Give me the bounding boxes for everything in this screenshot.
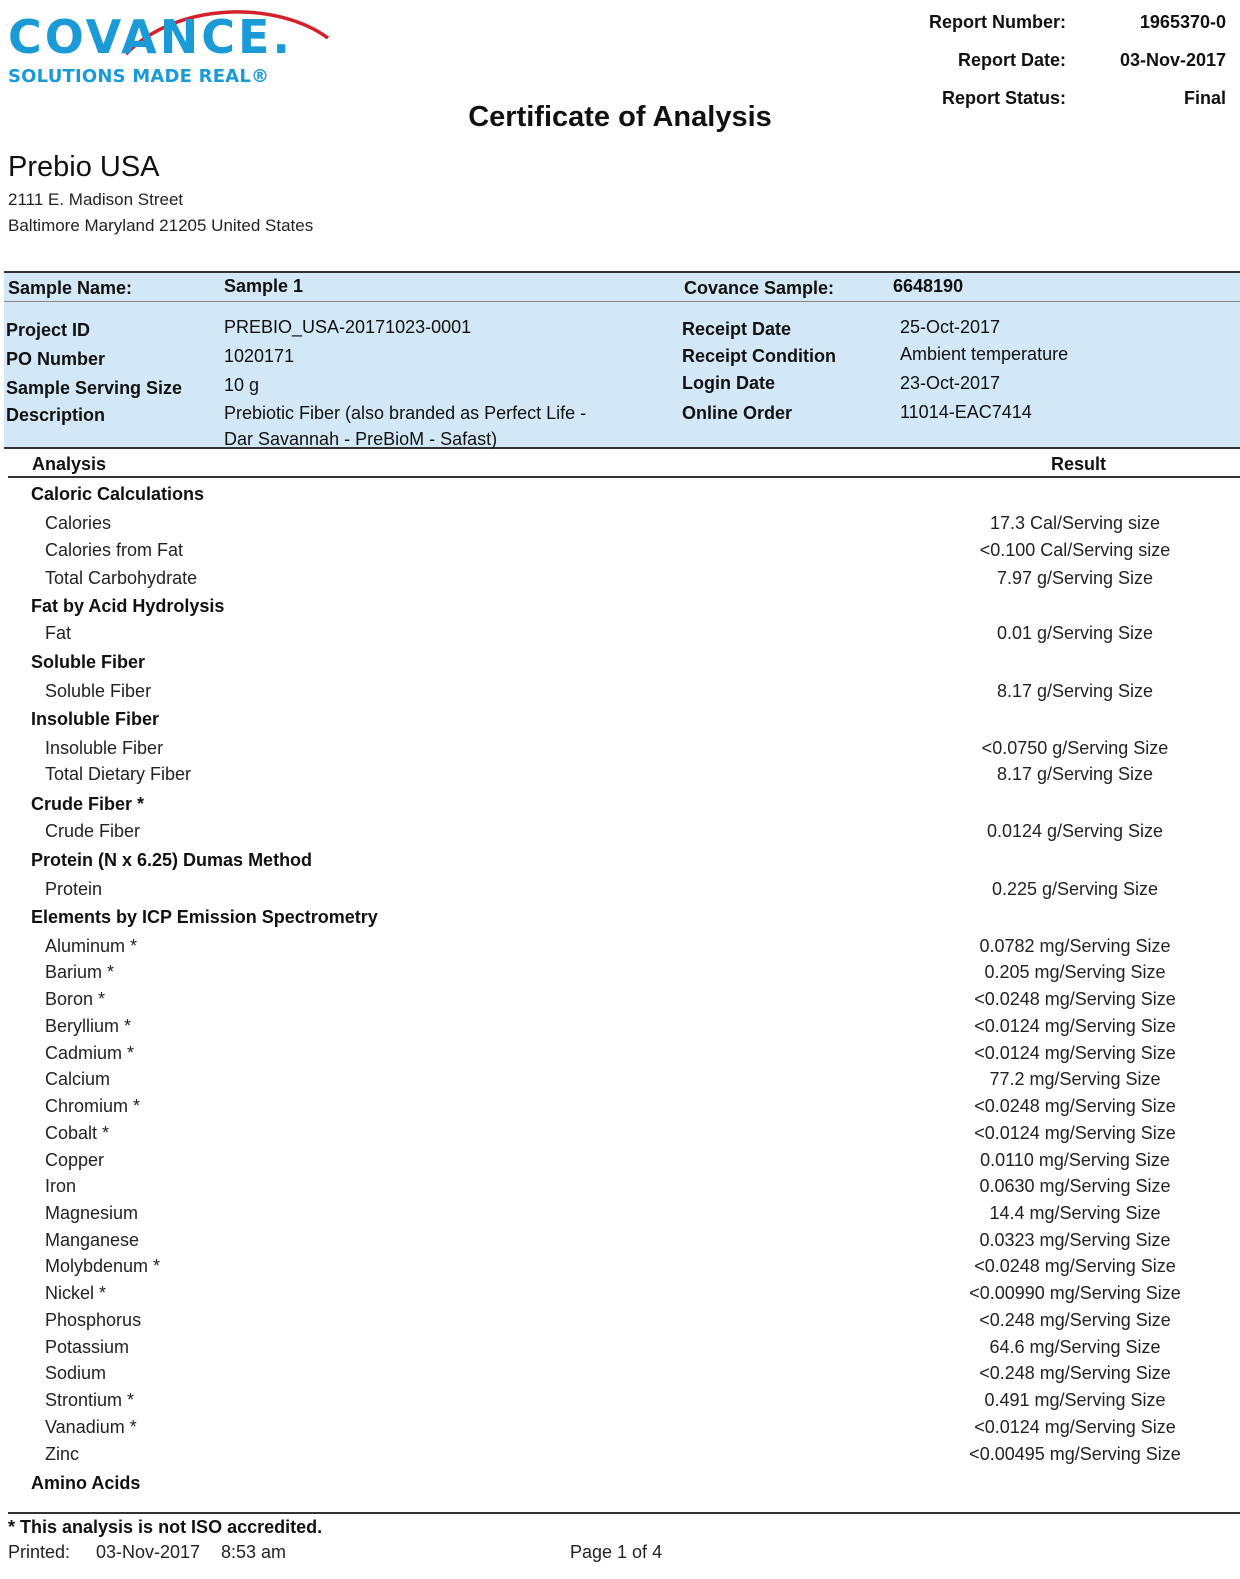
analysis-category-label: Fat by Acid Hydrolysis (31, 596, 225, 616)
analysis-row (0, 820, 1240, 846)
report-status-label: Report Status: (941, 88, 1066, 108)
analysis-category-row (0, 483, 1240, 509)
analyte-name: Barium * (45, 962, 115, 982)
po-number-label: PO Number (6, 349, 106, 369)
analyte-name: Fat (45, 623, 72, 643)
analyte-result: 17.3 Cal/Serving size (989, 513, 1161, 533)
analyte-result: 0.225 g/Serving Size (991, 879, 1159, 899)
sample-info-block (4, 271, 1240, 449)
page-number: Page 1 of 4 (570, 1542, 663, 1562)
analyte-result: 0.0124 g/Serving Size (986, 821, 1164, 841)
analysis-row (0, 1095, 1240, 1121)
analyte-result: <0.0124 mg/Serving Size (974, 1417, 1176, 1437)
serving-size-label: Sample Serving Size (6, 378, 183, 398)
analyte-name: Boron * (45, 989, 106, 1009)
analyte-name: Zinc (45, 1444, 80, 1464)
analysis-column-header: Analysis (32, 454, 107, 474)
analysis-row (0, 1443, 1240, 1469)
analysis-row (0, 1336, 1240, 1362)
covance-logo (6, 6, 336, 86)
report-date-value: 03-Nov-2017 (1119, 50, 1226, 70)
printed-label: Printed: (8, 1542, 71, 1562)
receipt-date-value: 25-Oct-2017 (900, 317, 1001, 337)
analyte-name: Crude Fiber (45, 821, 141, 841)
analyte-name: Strontium * (45, 1390, 135, 1410)
analysis-row (0, 878, 1240, 904)
analyte-name: Potassium (45, 1337, 130, 1357)
analyte-result: 8.17 g/Serving Size (996, 764, 1154, 784)
client-address-line1: 2111 E. Madison Street (8, 190, 184, 209)
analysis-row (0, 961, 1240, 987)
analyte-result: 0.491 mg/Serving Size (984, 1390, 1166, 1410)
analysis-row (0, 1362, 1240, 1388)
analyte-name: Manganese (45, 1230, 140, 1250)
analyte-result: <0.0124 mg/Serving Size (974, 1016, 1176, 1036)
analyte-name: Total Dietary Fiber (45, 764, 192, 784)
sample-name-value: Sample 1 (224, 276, 304, 296)
project-id-label: Project ID (6, 320, 91, 340)
report-number-label: Report Number: (928, 12, 1066, 32)
analyte-result: 14.4 mg/Serving Size (989, 1203, 1161, 1223)
login-date-label: Login Date (682, 373, 775, 393)
analysis-row (0, 1202, 1240, 1228)
logo-tagline: SOLUTIONS MADE REAL® (8, 66, 270, 87)
analysis-category-label: Soluble Fiber (31, 652, 146, 672)
sample-name-label: Sample Name: (8, 278, 133, 298)
project-id-value: PREBIO_USA-20171023-0001 (224, 317, 472, 337)
description-value-line2: Dar Savannah - PreBioM - Safast) (224, 429, 498, 449)
analysis-category-row (0, 595, 1240, 621)
analysis-category-row (0, 651, 1240, 677)
analyte-name: Calories (45, 513, 112, 533)
analyte-name: Total Carbohydrate (45, 568, 198, 588)
analysis-category-row (0, 849, 1240, 875)
analyte-result: 0.0782 mg/Serving Size (979, 936, 1171, 956)
analysis-row (0, 622, 1240, 648)
analysis-row (0, 539, 1240, 565)
analysis-row (0, 935, 1240, 961)
login-date-value: 23-Oct-2017 (900, 373, 1001, 393)
report-number-value: 1965370-0 (1139, 12, 1226, 32)
analyte-result: 0.0323 mg/Serving Size (979, 1230, 1171, 1250)
analyte-result: <0.0248 mg/Serving Size (974, 1256, 1176, 1276)
analyte-name: Molybdenum * (45, 1256, 161, 1276)
description-label: Description (6, 405, 106, 425)
analyte-result: <0.0248 mg/Serving Size (974, 1096, 1176, 1116)
logo-wordmark: COVANCE. (8, 10, 293, 64)
analyte-result: <0.0750 g/Serving Size (981, 738, 1169, 758)
analysis-row (0, 1122, 1240, 1148)
analyte-name: Protein (45, 879, 103, 899)
analysis-category-row (0, 708, 1240, 734)
analysis-row (0, 988, 1240, 1014)
analysis-row (0, 1149, 1240, 1175)
analysis-row (0, 1389, 1240, 1415)
analyte-name: Iron (45, 1176, 77, 1196)
analysis-row (0, 512, 1240, 538)
analysis-category-label: Amino Acids (31, 1473, 141, 1493)
analysis-row (0, 1282, 1240, 1308)
receipt-condition-label: Receipt Condition (682, 346, 836, 366)
analysis-row (0, 1309, 1240, 1335)
covance-sample-label: Covance Sample: (684, 278, 835, 298)
covance-sample-value: 6648190 (893, 276, 964, 296)
analyte-name: Calories from Fat (45, 540, 184, 560)
analysis-row (0, 1068, 1240, 1094)
footer-divider (8, 1512, 1240, 1514)
analyte-name: Chromium * (45, 1096, 141, 1116)
sample-divider (4, 301, 1240, 302)
analyte-result: <0.00990 mg/Serving Size (969, 1283, 1181, 1303)
result-column-header: Result (1051, 454, 1107, 474)
analysis-row (0, 1229, 1240, 1255)
analyte-name: Insoluble Fiber (45, 738, 164, 758)
analysis-row (0, 567, 1240, 593)
analyte-result: 0.0630 mg/Serving Size (979, 1176, 1171, 1196)
analysis-category-label: Caloric Calculations (31, 484, 205, 504)
analyte-result: 77.2 mg/Serving Size (989, 1069, 1161, 1089)
printed-time: 8:53 am (221, 1542, 287, 1562)
analysis-row (0, 1416, 1240, 1442)
analyte-name: Phosphorus (45, 1310, 142, 1330)
receipt-date-label: Receipt Date (682, 319, 792, 339)
analyte-name: Beryllium * (45, 1016, 132, 1036)
analyte-result: 8.17 g/Serving Size (996, 681, 1154, 701)
analyte-result: <0.0124 mg/Serving Size (974, 1123, 1176, 1143)
analyte-result: 0.205 mg/Serving Size (984, 962, 1166, 982)
analysis-row (0, 1175, 1240, 1201)
analyte-result: <0.00495 mg/Serving Size (969, 1444, 1181, 1464)
report-status-value: Final (1183, 88, 1226, 108)
analysis-category-label: Insoluble Fiber (31, 709, 160, 729)
analysis-category-row (0, 793, 1240, 819)
analyte-name: Nickel * (45, 1283, 107, 1303)
analysis-table-header (8, 452, 1240, 478)
analyte-name: Aluminum * (45, 936, 138, 956)
client-name: Prebio USA (8, 151, 160, 183)
analysis-row (0, 1015, 1240, 1041)
description-value-line1: Prebiotic Fiber (also branded as Perfect Life - (224, 403, 587, 423)
analyte-result: 0.0110 mg/Serving Size (980, 1150, 1170, 1170)
analyte-result: 64.6 mg/Serving Size (989, 1337, 1161, 1357)
po-number-value: 1020171 (224, 346, 295, 366)
receipt-condition-value: Ambient temperature (900, 344, 1069, 364)
analysis-row (0, 737, 1240, 763)
analyte-result: <0.248 mg/Serving Size (979, 1310, 1171, 1330)
serving-size-value: 10 g (224, 375, 260, 395)
analyte-name: Soluble Fiber (45, 681, 152, 701)
analysis-category-label: Crude Fiber * (31, 794, 145, 814)
online-order-label: Online Order (682, 403, 793, 423)
analyte-name: Cadmium * (45, 1043, 135, 1063)
online-order-value: 11014-EAC7414 (900, 402, 1032, 422)
analyte-name: Cobalt * (45, 1123, 110, 1143)
analysis-category-label: Elements by ICP Emission Spectrometry (31, 907, 378, 927)
client-address-line2: Baltimore Maryland 21205 United States (8, 216, 314, 235)
analysis-row (0, 1255, 1240, 1281)
analyte-result: 0.01 g/Serving Size (996, 623, 1154, 643)
analyte-result: <0.0248 mg/Serving Size (974, 989, 1176, 1009)
printed-date: 03-Nov-2017 (96, 1542, 201, 1562)
analysis-category-row (0, 906, 1240, 932)
report-date-label: Report Date: (957, 50, 1066, 70)
analysis-row (0, 763, 1240, 789)
analyte-name: Magnesium (45, 1203, 139, 1223)
iso-accreditation-note: * This analysis is not ISO accredited. (8, 1517, 323, 1537)
analysis-row (0, 680, 1240, 706)
analyte-name: Sodium (45, 1363, 107, 1383)
analysis-row (0, 1042, 1240, 1068)
analyte-result: 7.97 g/Serving Size (996, 568, 1154, 588)
analysis-category-row (0, 1472, 1240, 1498)
analyte-name: Calcium (45, 1069, 111, 1089)
analysis-category-label: Protein (N x 6.25) Dumas Method (31, 850, 313, 870)
analyte-result: <0.100 Cal/Serving size (979, 540, 1171, 560)
document-title: Certificate of Analysis (468, 101, 772, 133)
analyte-result: <0.248 mg/Serving Size (979, 1363, 1171, 1383)
analyte-result: <0.0124 mg/Serving Size (974, 1043, 1176, 1063)
analyte-name: Vanadium * (45, 1417, 137, 1437)
analyte-name: Copper (45, 1150, 105, 1170)
